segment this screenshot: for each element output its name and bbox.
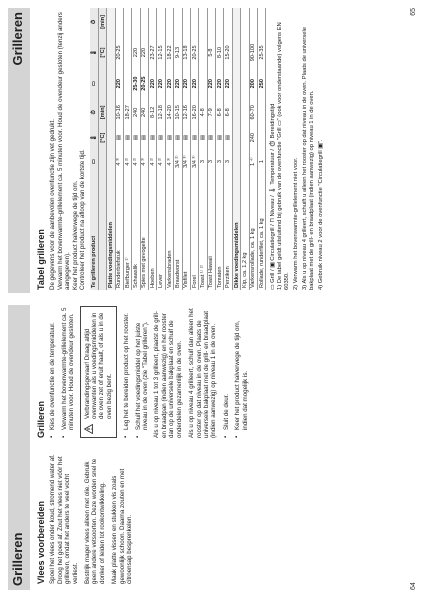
- table-group-row: [232, 8, 240, 290]
- col-header-time-icon-2: ⏱: [90, 8, 98, 36]
- group-name: Dikke voedingsmiddelen: [232, 8, 240, 290]
- table-cell: [241, 69, 249, 98]
- table-cell: 90-100: [249, 36, 257, 70]
- vlees-paragraph: Spoel het vlees onder koud, stromend water af. Droog het goed af. Zout het vlees niet vóór het grilleren, omdat het anders te veel vocht verliest.: [49, 454, 79, 584]
- table-cell: [241, 98, 249, 127]
- table-cell: 220: [190, 69, 198, 98]
- table-cell: [257, 98, 265, 127]
- table-group-row: [107, 8, 115, 290]
- table-cell: 220: [174, 69, 182, 98]
- table-cell: 3: [224, 149, 232, 175]
- table-cell: 4 ²⁾: [132, 149, 140, 175]
- header-title-left: Grilleren: [10, 532, 25, 586]
- table-cell: 12-18: [157, 98, 165, 127]
- table-cell-empty: [241, 8, 249, 36]
- step-item: ▪ Keer het product halverwege de tijd om, indien dat mogelijk is.: [234, 306, 249, 430]
- col-header-level-icon-2: ▭: [90, 69, 98, 98]
- table-legend: [270, 8, 325, 290]
- product-name: Varkensbraden: [165, 175, 173, 290]
- table-cell: 4 ²⁾: [123, 149, 131, 175]
- product-name: Spies met gevogelte: [140, 175, 148, 290]
- table-cell-empty: [216, 8, 224, 36]
- table-cell: 10-16: [115, 98, 123, 127]
- step-item: ▪ Leg het te bereiden product op het rooster.: [123, 306, 130, 430]
- table-cell: 4 ³⁾: [165, 149, 173, 175]
- table-cell-empty: [115, 8, 123, 36]
- grilleren-steps-a2: [123, 306, 149, 438]
- grilleren-title: Grilleren: [36, 400, 46, 438]
- table-cell: 1: [257, 149, 265, 175]
- table-cell: 220: [165, 69, 173, 98]
- product-name: Perziken: [224, 175, 232, 290]
- table-row: [249, 8, 257, 290]
- table-cell: [241, 149, 249, 175]
- table-cell-empty: [140, 8, 148, 36]
- vlees-paragraph: Maak platte vissen en stukken vis zoals gewoonlijk schoon. Daarna zouten en met citroensap besprenkelen.: [111, 468, 134, 584]
- intro-line: Controleer het product na afloop van de kortste tijd.: [79, 149, 87, 290]
- product-name: Braadworst: [174, 175, 182, 290]
- table-cell: 8-10: [216, 36, 224, 70]
- table-cell: [257, 127, 265, 149]
- product-name: Lever: [157, 175, 165, 290]
- table-cell: 220: [207, 69, 215, 98]
- table-cell: 5-8: [207, 36, 215, 70]
- table-cell: 4-8: [199, 98, 207, 127]
- table-cell: 220: [132, 36, 140, 70]
- tabel-intro: [49, 8, 86, 290]
- table-cell: [123, 36, 131, 70]
- table-cell: 25-35: [257, 36, 265, 70]
- table-cell: ▤: [182, 127, 190, 149]
- unit-cell: [98, 175, 106, 290]
- section-tabel: [38, 8, 327, 290]
- table-row: [207, 8, 215, 290]
- table-row: [190, 8, 198, 290]
- unit-cell: [°C]: [98, 127, 106, 149]
- table-cell: 240: [140, 98, 148, 127]
- warning-icon: [84, 424, 93, 434]
- table-cell-empty: [182, 8, 190, 36]
- table-cell: 3: [207, 149, 215, 175]
- table-cell-empty: [132, 8, 140, 36]
- page-number-left: 64: [410, 582, 417, 590]
- footnote: 4) Gebruik niveau 2 voor de ovenfunctie "Circulatiegrill ▣".: [318, 139, 325, 290]
- legend-line: ▭ Grill / ▣ Circulatiegrill / ⊓ Niveau / 🌡 Temperatuur / ⏱ Bereidingstijd: [270, 103, 277, 290]
- table-cell: 60-70: [249, 98, 257, 127]
- table-cell: 12-15: [157, 36, 165, 70]
- table-cell: 240: [249, 127, 257, 149]
- table-cell: ▤: [132, 127, 140, 149]
- tabel-title: Tabel grilleren: [36, 229, 46, 290]
- table-cell-empty: [224, 8, 232, 36]
- intro-line: De gegevens voor de aanbevolen ovenfunctie zijn vet gedrukt.: [49, 119, 57, 290]
- grilleren-steps-a: [49, 306, 75, 438]
- table-cell-empty: [123, 8, 131, 36]
- section-vlees: [38, 452, 138, 584]
- table-body: [107, 8, 266, 290]
- intro-line: Keer het product halverwege de tijd om.: [71, 180, 79, 290]
- page-header: [8, 0, 34, 598]
- table-row: [149, 8, 157, 290]
- unit-cell: [min]: [98, 98, 106, 127]
- unit-cell: [°C]: [98, 36, 106, 70]
- table-cell: 25-30: [132, 69, 140, 98]
- table-cell-empty: [199, 8, 207, 36]
- table-cell: 9-13: [174, 36, 182, 70]
- col-header-level-icon: ▭: [90, 149, 98, 175]
- table-cell: 1 ⁴⁾: [249, 149, 257, 175]
- table-cell: 4 ³⁾: [140, 149, 148, 175]
- page-number-right: 65: [410, 8, 417, 16]
- table-cell: 12-16: [182, 98, 190, 127]
- table-cell: ▤: [165, 127, 173, 149]
- table-cell: 200: [249, 69, 257, 98]
- grilleren-steps-b: [223, 306, 249, 438]
- product-name: Varkensrollade, ca. 1 kg: [249, 175, 257, 290]
- table-cell: [199, 36, 207, 70]
- table-cell: 20-25: [140, 69, 148, 98]
- table-row: [199, 8, 207, 290]
- product-name: Forel: [190, 175, 198, 290]
- table-cell: 20-25: [115, 36, 123, 70]
- unit-cell: [98, 69, 106, 98]
- table-row: [123, 8, 131, 290]
- table-row: [165, 8, 173, 290]
- table-cell: ▤: [199, 127, 207, 149]
- table-row: [241, 8, 249, 290]
- product-name: Rollade, runderfilet, ca. 1 kg: [257, 175, 265, 290]
- table-cell: 240: [132, 98, 140, 127]
- unit-cell: [min]: [98, 8, 106, 36]
- table-cell: 16-20: [190, 98, 198, 127]
- group-name: Platte voedingsmiddelen: [107, 8, 115, 290]
- warning-box: [80, 306, 118, 438]
- step-item: ▪ Schuif het voedingsmiddel op het juiste niveau in de oven (zie "Tabel grilleren").: [135, 306, 150, 430]
- table-row: [140, 8, 148, 290]
- product-name: Toast ¹⁾ ²⁾: [199, 175, 207, 290]
- table-row: [216, 8, 224, 290]
- table-header-row: [90, 8, 98, 290]
- table-cell: 220: [216, 69, 224, 98]
- table-cell-empty: [157, 8, 165, 36]
- table-cell: 220: [115, 69, 123, 98]
- table-cell: 3/4 ³⁾: [190, 149, 198, 175]
- table-cell: 7-9: [207, 98, 215, 127]
- table-cell: 3: [199, 149, 207, 175]
- table-row: [115, 8, 123, 290]
- section-grilleren: [38, 306, 253, 438]
- product-name: Kip, ca. 1,2 kg: [241, 175, 249, 290]
- table-cell-empty: [249, 8, 257, 36]
- table-row: [174, 8, 182, 290]
- table-cell: ▤: [157, 127, 165, 149]
- table-cell-empty: [190, 8, 198, 36]
- table-units-row: [98, 8, 106, 290]
- step-item: ▪ Sluit de deur.: [223, 306, 230, 430]
- table-row: [224, 8, 232, 290]
- product-name: Schaaslik: [132, 175, 140, 290]
- col-header-temp-icon: 🌡: [90, 127, 98, 149]
- table-cell: 4 ²⁾: [157, 149, 165, 175]
- table-cell: ▤: [115, 127, 123, 149]
- table-cell-empty: [165, 8, 173, 36]
- footnote: 2) Verwarm het bovenwarmte-grillelement niet voor.: [293, 157, 300, 290]
- table-cell-empty: [174, 8, 182, 36]
- table-cell: ▤: [123, 127, 131, 149]
- table-cell: 3: [216, 149, 224, 175]
- table-cell: 23-27: [149, 36, 157, 70]
- table-cell: 3/4 ²⁾: [174, 149, 182, 175]
- table-cell: 8-12: [149, 98, 157, 127]
- product-name: Toast Hawaii: [207, 175, 215, 290]
- col-header-temp-icon-2: 🌡: [90, 36, 98, 70]
- table-row: [157, 8, 165, 290]
- table-cell: [199, 69, 207, 98]
- table-cell: 13-18: [182, 36, 190, 70]
- product-name: Biefburger ¹⁾: [123, 175, 131, 290]
- table-cell: ▤: [174, 127, 182, 149]
- table-cell: 15-20: [224, 36, 232, 70]
- table-cell: 6-8: [216, 98, 224, 127]
- table-cell: ▤: [224, 127, 232, 149]
- footnote: 3) Als u op niveau 4 grilleert, schuift u alleen het rooster op dat niveau in de oven. Plaats de universele bakplaat met de grill- en braadplaat (indien aanwezig) op niveau 1 in de oven.: [302, 27, 316, 290]
- table-row: [132, 8, 140, 290]
- niveau1-paragraph: Als u op niveau 1 tot 3 grilleert, plaatst de grill- en braadpan (indien aanwezig) en het rooster dan op de universele bakplaat en schuif de onderdelen gezamenlijk in de oven.: [153, 311, 183, 438]
- table-cell: 220: [157, 69, 165, 98]
- table-cell: 6-8: [224, 98, 232, 127]
- warning-title: Verbrandingsgevaar!: [83, 361, 91, 419]
- table-cell: ▤: [190, 127, 198, 149]
- col-header-time-icon: ⏱: [90, 98, 98, 127]
- product-name: Runderbiefstuk: [115, 175, 123, 290]
- table-cell-empty: [207, 8, 215, 36]
- step-item: ▪ Verwarm het bovenwarmte-grillelement ca. 5 minuten voor. Houd de ovendeur gesloten.: [61, 306, 76, 430]
- table-cell: ▤: [140, 127, 148, 149]
- col-header-product: Te grilleren product: [90, 175, 98, 290]
- table-cell: 220: [224, 69, 232, 98]
- table-cell: 14-20: [165, 98, 173, 127]
- table-cell: ▤: [207, 127, 215, 149]
- table-cell: 4 ³⁾: [115, 149, 123, 175]
- table-cell: 220: [149, 69, 157, 98]
- table-cell: 3/4 ³⁾: [182, 149, 190, 175]
- table-cell: ▤: [216, 127, 224, 149]
- table-cell: [123, 69, 131, 98]
- table-cell: ▤: [149, 127, 157, 149]
- table-cell: [241, 36, 249, 70]
- product-name: Tomaten: [216, 175, 224, 290]
- table-cell: 10-15: [174, 98, 182, 127]
- table-cell: 18-22: [165, 36, 173, 70]
- vlees-paragraph: Bestrijk mager vlees alleen met olie. Gebruik geen andere vetsoorten. Deze worden snel te donker of leiden tot rookontwikkeling.: [84, 458, 106, 584]
- product-name: Visfilet: [182, 175, 190, 290]
- table-row: [257, 8, 265, 290]
- table-cell: [241, 127, 249, 149]
- warning-text: Draag altijd ovenwanten als u voedingsmiddelen in de oven zet of eruit haalt, of als u in de oven bezig bent.: [83, 312, 113, 419]
- table-cell: 250: [257, 69, 265, 98]
- footnotes: [277, 8, 325, 290]
- intro-line: Verwarm het bovenwarmte-grillelement ca. 5 minuten voor. Houd de ovendeur gesloten (tenzij anders aangegeven).: [56, 12, 72, 290]
- vlees-title: Vlees voorbereiden: [36, 500, 46, 584]
- unit-cell: [98, 149, 106, 175]
- table-cell-empty: [257, 8, 265, 36]
- footnote: 1) De tabel geldt uitsluitend bij gebruik van de ovenfunctie "Grill ▭" (ook voor onderstaande) volgens EN 60350.: [277, 22, 291, 290]
- step-item: ▪ Kies de ovenfunctie en de temperatuur.: [49, 306, 56, 430]
- product-name: Hoeben: [149, 175, 157, 290]
- grill-table: [90, 8, 266, 290]
- table-cell: 220: [140, 36, 148, 70]
- table-cell-empty: [149, 8, 157, 36]
- table-cell: 20-25: [190, 36, 198, 70]
- header-title-right: Grilleren: [10, 12, 25, 66]
- table-cell: 18-27: [123, 98, 131, 127]
- table-cell: 4 ²⁾: [149, 149, 157, 175]
- niveau4-paragraph: Als u op niveau 4 grilleert, schuif dan alleen het rooster op dat niveau in de oven. Plaats de universele bakplaat met de grill- en braadplaat (indien aanwezig) op niveau 1 in de oven.: [188, 308, 218, 438]
- table-cell: 220: [182, 69, 190, 98]
- table-row: [182, 8, 190, 290]
